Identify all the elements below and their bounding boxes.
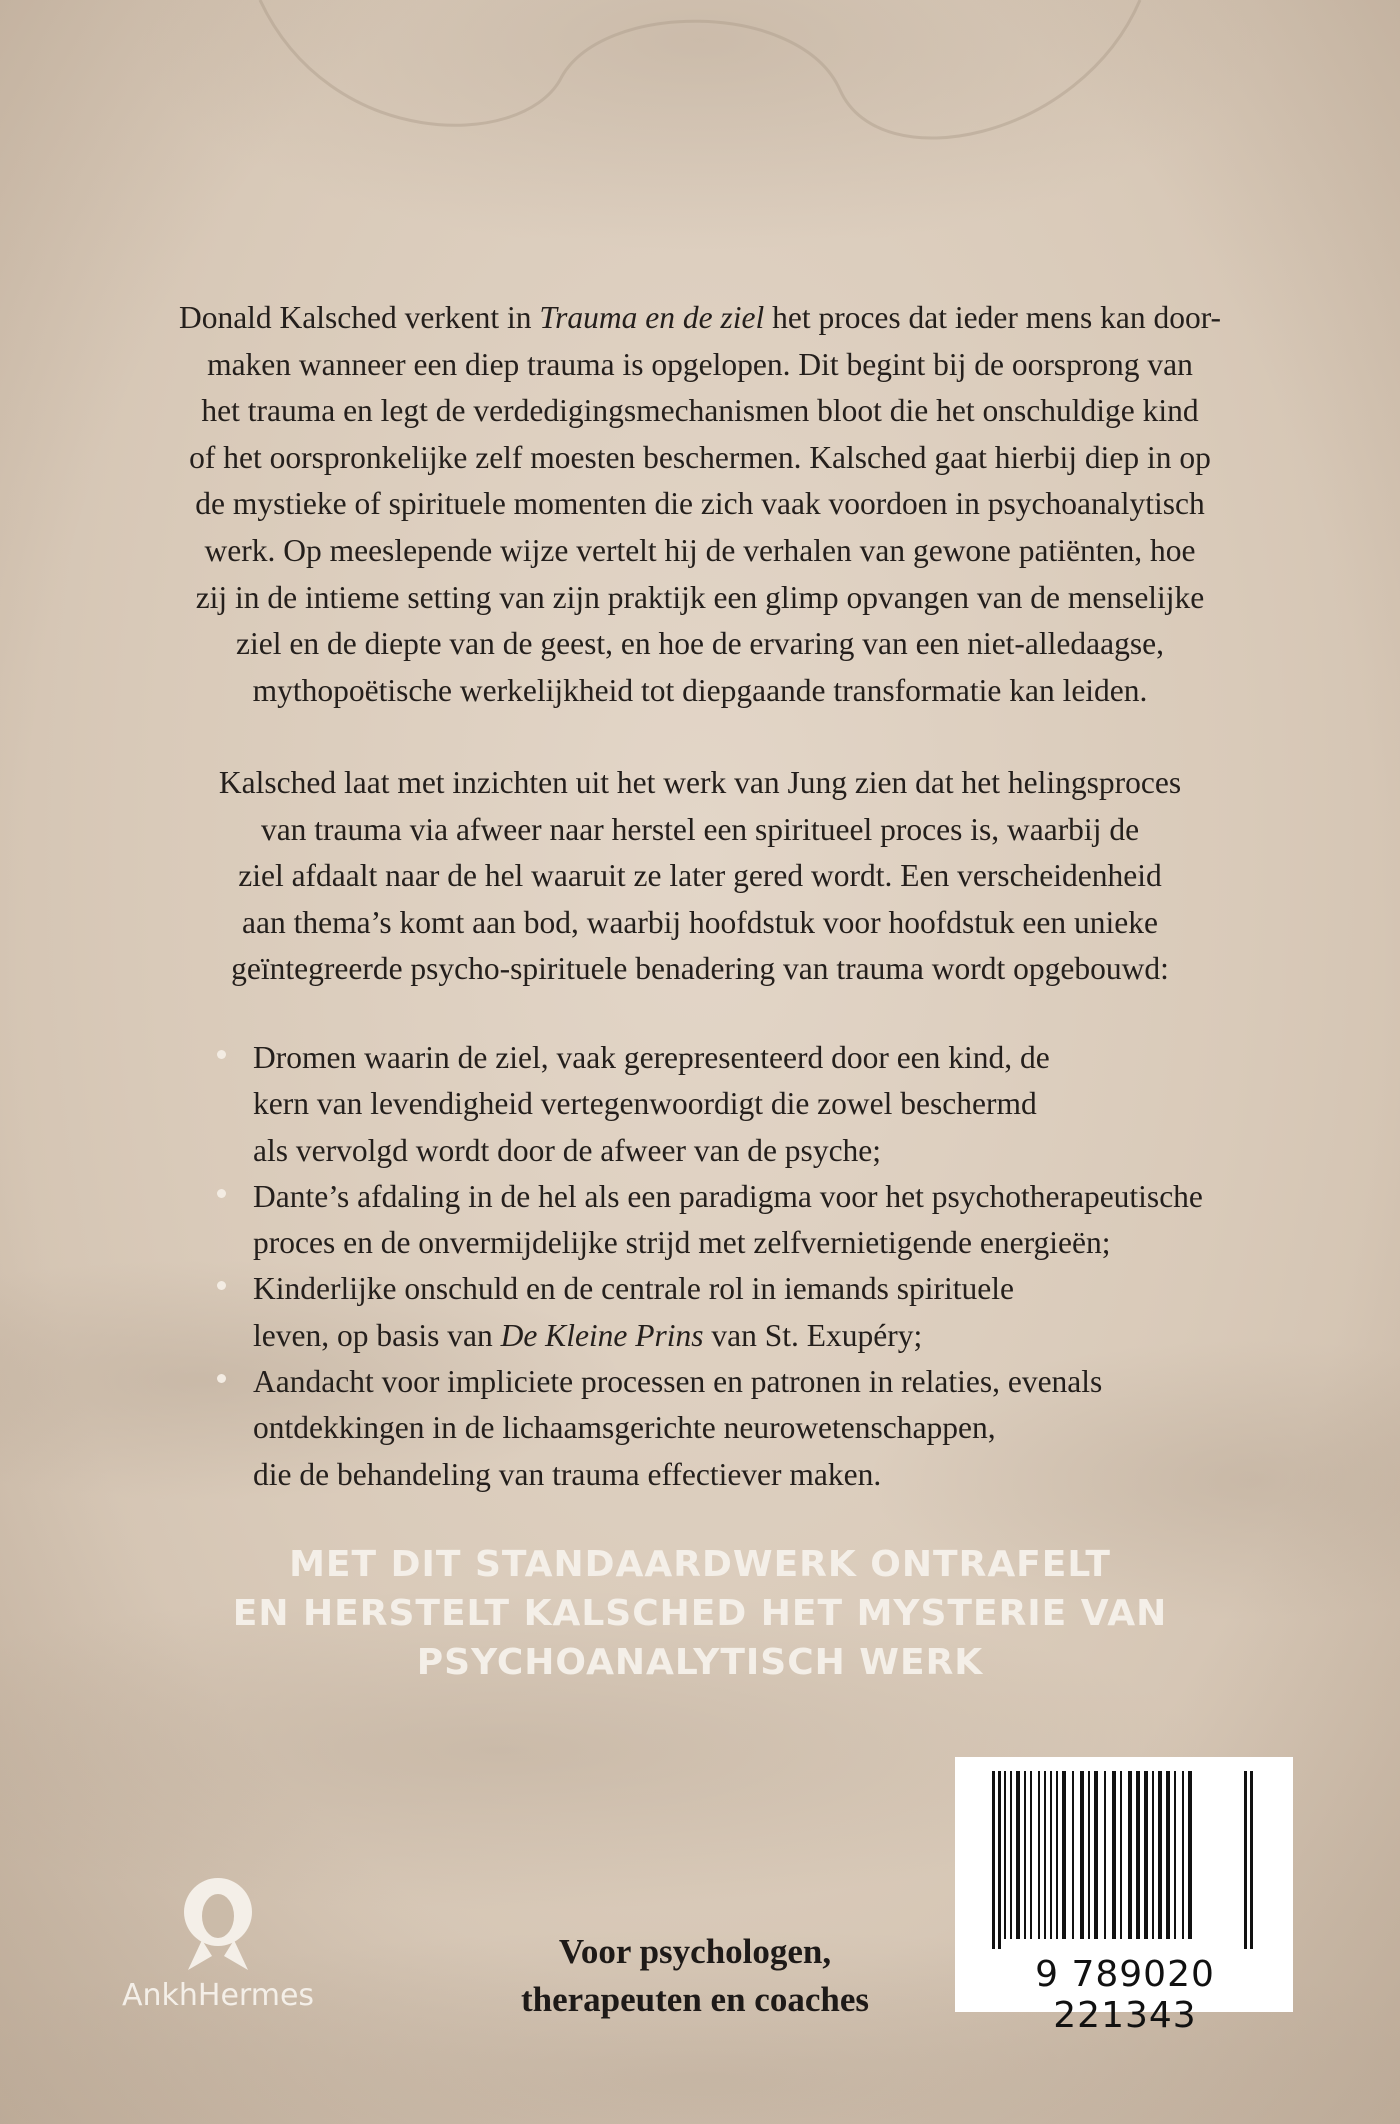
text-line: werk. Op meeslepende wijze vertelt hij de verhalen van gewone patiënten, hoe — [204, 532, 1196, 568]
barcode-bar — [992, 1771, 995, 1949]
barcode-bar — [1088, 1771, 1090, 1939]
barcode-bar — [1166, 1771, 1170, 1939]
text-line: Kinderlijke onschuld en de centrale rol in iemands spirituele — [253, 1271, 1015, 1307]
text-line: mythopoëtische werkelijkheid tot diepgaande transformatie kan leiden. — [252, 672, 1148, 708]
bullet-icon — [217, 1189, 226, 1198]
text-line: van trauma via afweer naar herstel een spiritueel proces is, waarbij de — [260, 811, 1140, 847]
audience-line: therapeuten en coaches — [520, 1980, 869, 2019]
text-line: kern van levendigheid vertegenwoordigt die zowel beschermd — [253, 1086, 1037, 1122]
tagline-line: EN HERSTELT KALSCHED HET MYSTERIE VAN — [232, 1593, 1168, 1634]
ankh-logo-icon — [172, 1876, 264, 1972]
barcode-bar — [998, 1771, 1001, 1949]
barcode-bar — [1112, 1771, 1116, 1939]
book-title: De Kleine Prins — [500, 1317, 704, 1353]
list-item — [205, 1359, 1305, 1498]
barcode-bar — [1158, 1771, 1162, 1939]
intro-paragraph — [130, 295, 1270, 714]
barcode-bar — [1044, 1771, 1046, 1939]
isbn-number: 9 789020 221343 — [1035, 1954, 1215, 2036]
barcode-bar — [1062, 1771, 1066, 1939]
text-line: het trauma en legt de verdedigingsmechanismen bloot die het onschuldige kind — [201, 393, 1199, 429]
text-line: zij in de intieme setting van zijn praktijk een glimp opvangen van de menselijke — [195, 579, 1205, 615]
text-line: Dromen waarin de ziel, vaak gerepresenteerd door een kind, de — [253, 1040, 1050, 1075]
barcode-bar — [1056, 1771, 1058, 1939]
text-line: proces en de onvermijdelijke strijd met zelfvernietigende energieën; — [253, 1225, 1111, 1261]
barcode-bar — [1024, 1771, 1026, 1939]
barcode-bar — [1030, 1771, 1032, 1939]
barcode-bars — [992, 1771, 1256, 1949]
text-line: Aandacht voor impliciete processen en patronen in relaties, evenals — [253, 1364, 1103, 1400]
barcode — [955, 1757, 1293, 2036]
text-line: ontdekkingen in de lichaamsgerichte neurowetenschappen, — [253, 1410, 996, 1446]
publisher-logo — [112, 1876, 324, 2026]
text-line: geïntegreerde psycho-spirituele benadering van trauma wordt opgebouwd: — [231, 951, 1169, 987]
barcode-bar — [1182, 1771, 1184, 1939]
list-item — [205, 1174, 1305, 1267]
text-line: ziel afdaalt naar de hel waaruit ze later gered wordt. Een verscheidenheid — [238, 858, 1162, 894]
barcode-bar — [1188, 1771, 1192, 1939]
list-item — [205, 1035, 1305, 1174]
text-line: ziel en de diepte van de geest, en hoe de ervaring van een niet-alledaagse, — [236, 626, 1164, 662]
publisher-name: AnkhHermes — [121, 1978, 315, 2013]
second-paragraph — [130, 760, 1270, 993]
text-line: leven, op basis van De Kleine Prins van St. Exupéry; — [253, 1317, 923, 1353]
text-line: maken wanneer een diep trauma is opgelopen. Dit begint bij de oorsprong van — [207, 346, 1193, 382]
text-line: die de behandeling van trauma effectiever maken. — [253, 1456, 882, 1492]
barcode-bar — [1144, 1771, 1148, 1939]
barcode-bar — [1038, 1771, 1040, 1939]
bullet-icon — [217, 1281, 226, 1290]
text-line: Donald Kalsched verkent in Trauma en de ziel het proces dat ieder mens kan door- — [178, 300, 1222, 335]
tagline — [150, 1540, 1250, 1687]
barcode-bar — [1244, 1771, 1247, 1949]
text-line: aan thema’s komt aan bod, waarbij hoofdstuk voor hoofdstuk een unieke — [242, 904, 1158, 940]
bullet-icon — [217, 1050, 226, 1059]
text-line: of het oorspronkelijke zelf moesten beschermen. Kalsched gaat hierbij diep in op — [189, 439, 1211, 475]
barcode-bar — [1136, 1771, 1140, 1939]
barcode-bar — [1004, 1771, 1006, 1939]
bullet-icon — [217, 1374, 226, 1383]
barcode-bar — [1174, 1771, 1176, 1939]
barcode-bar — [1250, 1771, 1253, 1949]
tagline-line: PSYCHOANALYTISCH WERK — [416, 1642, 984, 1683]
barcode-bar — [1080, 1771, 1084, 1939]
barcode-bar — [1094, 1771, 1098, 1939]
tagline-line: MET DIT STANDAARDWERK ONTRAFELT — [289, 1544, 1111, 1585]
text-line: als vervolgd wordt door de afweer van de psyche; — [253, 1132, 882, 1168]
barcode-bar — [1010, 1771, 1012, 1939]
text-line: Dante’s afdaling in de hel als een paradigma voor het psychotherapeutische — [253, 1178, 1203, 1214]
text-line: de mystieke of spirituele momenten die zich vaak voordoen in psychoanalytisch — [195, 486, 1205, 522]
list-item — [205, 1266, 1305, 1359]
barcode-bar — [1072, 1771, 1074, 1939]
barcode-bar — [1128, 1771, 1132, 1939]
barcode-bar — [1152, 1771, 1154, 1939]
audience-line: Voor psychologen, — [558, 1932, 832, 1971]
barcode-bar — [1120, 1771, 1122, 1939]
book-title: Trauma en de ziel — [539, 300, 765, 335]
text-line: Kalsched laat met inzichten uit het werk van Jung zien dat het helingsproces — [218, 765, 1182, 800]
barcode-bar — [1016, 1771, 1020, 1939]
theme-list — [205, 1035, 1305, 1498]
audience-label — [430, 1928, 960, 2024]
barcode-bar — [1104, 1771, 1106, 1939]
barcode-bar — [1050, 1771, 1052, 1939]
